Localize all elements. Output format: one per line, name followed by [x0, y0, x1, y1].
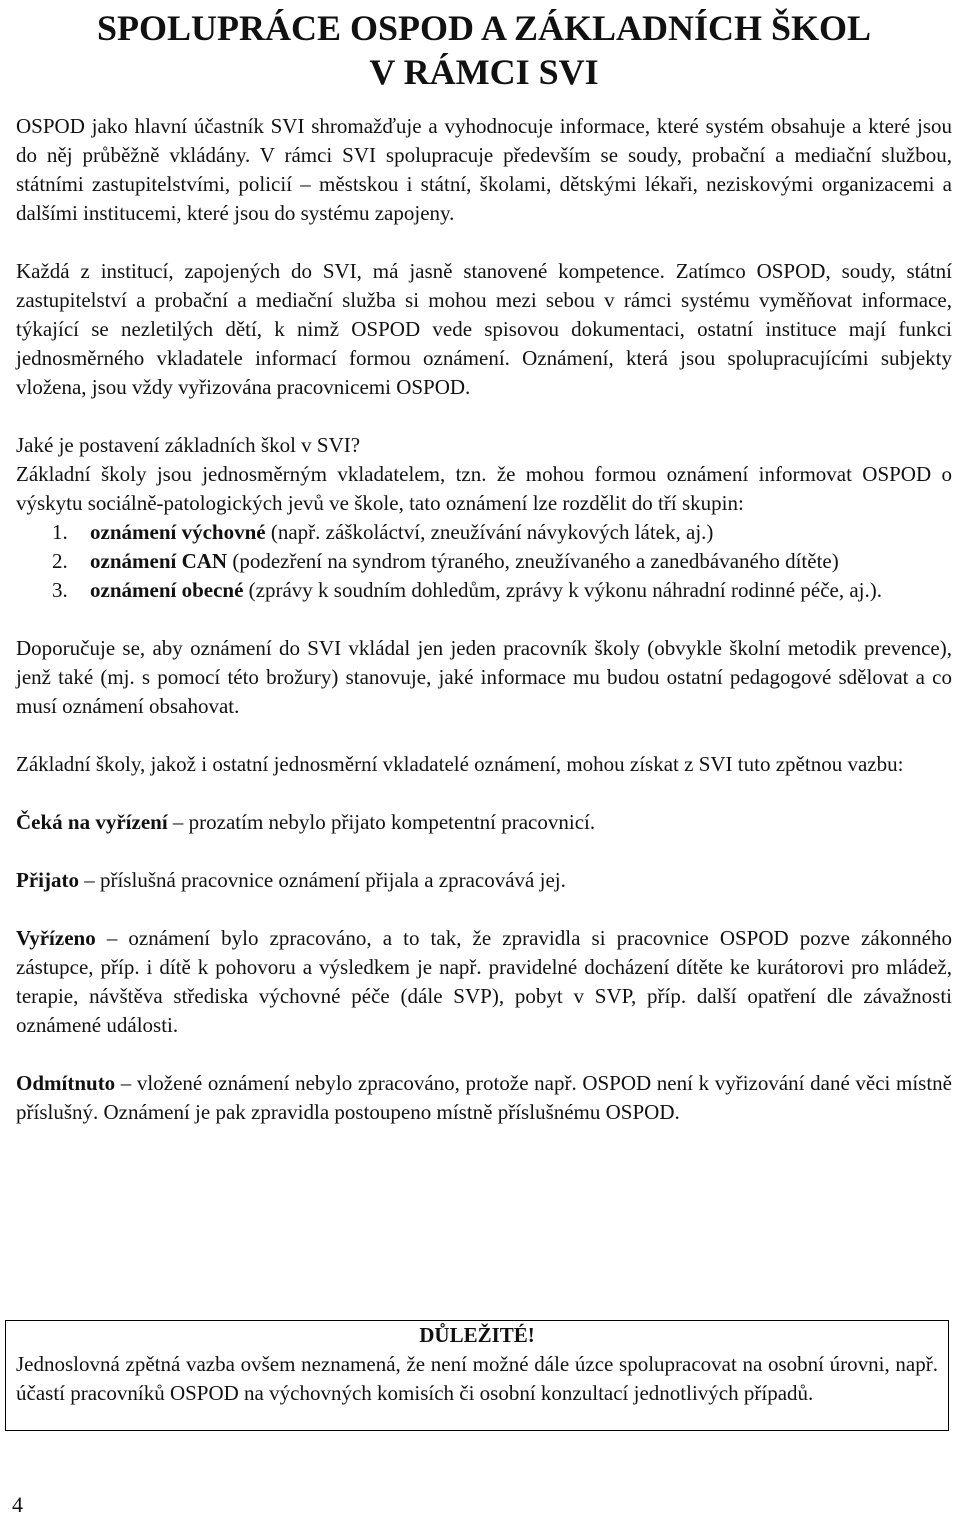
status-text: – oznámení bylo zpracováno, a to tak, že zpravidla si pracovnice OSPOD pozve zákonného zástupce, příp. i dítě k pohovoru a výsledkem je např. pravidelné docházení dítěte ke kurátorovi pro mládež, terapie, návštěva střediska výchovné péče (dále SVP), pobyt v SVP, příp. další opatření dle závažnosti oznámené události. [16, 926, 952, 1037]
list-item-term: oznámení CAN [90, 549, 228, 573]
status-rejected [16, 1069, 952, 1127]
status-term: Odmítnuto [16, 1071, 116, 1095]
paragraph-ospod-role: OSPOD jako hlavní účastník SVI shromažďuje a vyhodnocuje informace, které systém obsahuje a které jsou do něj průběžně vkládány. V rámci SVI spolupracuje především se soudy, probační a mediační službou, státními zastupitelstvími, policií – městskou i státní, školami, dětskými lékaři, neziskovými organizacemi a dalšími institucemi, které jsou do systému zapojeny. [16, 114, 952, 225]
notification-category-list [16, 518, 952, 605]
status-term: Vyřízeno [16, 926, 96, 950]
paragraph-recommendation: Doporučuje se, aby oznámení do SVI vkládal jen jeden pracovník školy (obvykle školní metodik prevence), jenž také (mj. s pomocí této brožury) stanovuje, jaké informace mu budou ostatní pedagogové sdělovat a co musí oznámení obsahovat. [16, 636, 952, 718]
status-accepted [16, 866, 952, 895]
list-item [16, 518, 952, 547]
paragraph-question: Jaké je postavení základních škol v SVI? [16, 433, 361, 457]
list-item-text: (zprávy k soudním dohledům, zprávy k výkonu náhradní rodinné péče, aj.). [243, 578, 882, 602]
status-term: Přijato [16, 868, 79, 892]
document-page [16, 0, 952, 1127]
paragraph-schools-role: Základní školy jsou jednosměrným vkladatelem, tzn. že mohou formou oznámení informovat OSPOD o výskytu sociálně-patologických jevů ve škole, tato oznámení lze rozdělit do tří skupin: [16, 462, 952, 515]
page-number: 4 [12, 1492, 23, 1517]
list-item-number: 1. [52, 520, 68, 544]
page-title-line-1: SPOLUPRÁCE OSPOD A ZÁKLADNÍCH ŠKOL [96, 8, 872, 48]
important-notice-box [5, 1320, 949, 1431]
page-title-line-2: V RÁMCI SVI [369, 52, 599, 92]
list-item-text: (např. záškoláctví, zneužívání návykových látek, aj.) [265, 520, 714, 544]
status-text: – příslušná pracovnice oznámení přijala a zpracovává jej. [78, 868, 566, 892]
list-item-text: (podezření na syndrom týraného, zneužívaného a zanedbávaného dítěte) [227, 549, 839, 573]
paragraph-competences: Každá z institucí, zapojených do SVI, má jasně stanovené kompetence. Zatímco OSPOD, soudy, státní zastupitelství a probační a mediační služba si mohou mezi sebou v rámci systému vyměňovat informace, týkající se nezletilých dětí, k nimž OSPOD vede spisovou dokumentaci, ostatní instituce mají funkci jednosměrného vkladatele informací formou oznámení. Oznámení, která jsou spolupracujícími subjekty vložena, jsou vždy vyřizována pracovnicemi OSPOD. [16, 259, 952, 399]
paragraph-feedback-intro: Základní školy, jakož i ostatní jednosměrní vkladatelé oznámení, mohou získat z SVI tuto zpětnou vazbu: [16, 752, 904, 776]
list-item [16, 547, 952, 576]
status-resolved [16, 924, 952, 1040]
page-title [16, 0, 952, 94]
status-text: – prozatím nebylo přijato kompetentní pracovnicí. [167, 810, 596, 834]
list-item-number: 2. [52, 549, 68, 573]
status-waiting [16, 808, 952, 837]
list-item-term: oznámení výchovné [90, 520, 266, 544]
status-text: – vložené oznámení nebylo zpracováno, protože např. OSPOD není k vyřizování dané věci místně příslušný. Oznámení je pak zpravidla postoupeno místně příslušnému OSPOD. [16, 1071, 952, 1124]
list-item [16, 576, 952, 605]
important-notice-text: Jednoslovná zpětná vazba ovšem neznamená, že není možné dále úzce spolupracovat na osobní úrovni, např. účastí pracovníků OSPOD na výchovných komisích či osobní konzultací jednotlivých případů. [16, 1352, 938, 1405]
list-item-number: 3. [52, 578, 68, 602]
status-term: Čeká na vyřízení [16, 810, 168, 834]
list-item-term: oznámení obecné [90, 578, 244, 602]
important-notice-title: DŮLEŽITÉ! [419, 1323, 535, 1347]
